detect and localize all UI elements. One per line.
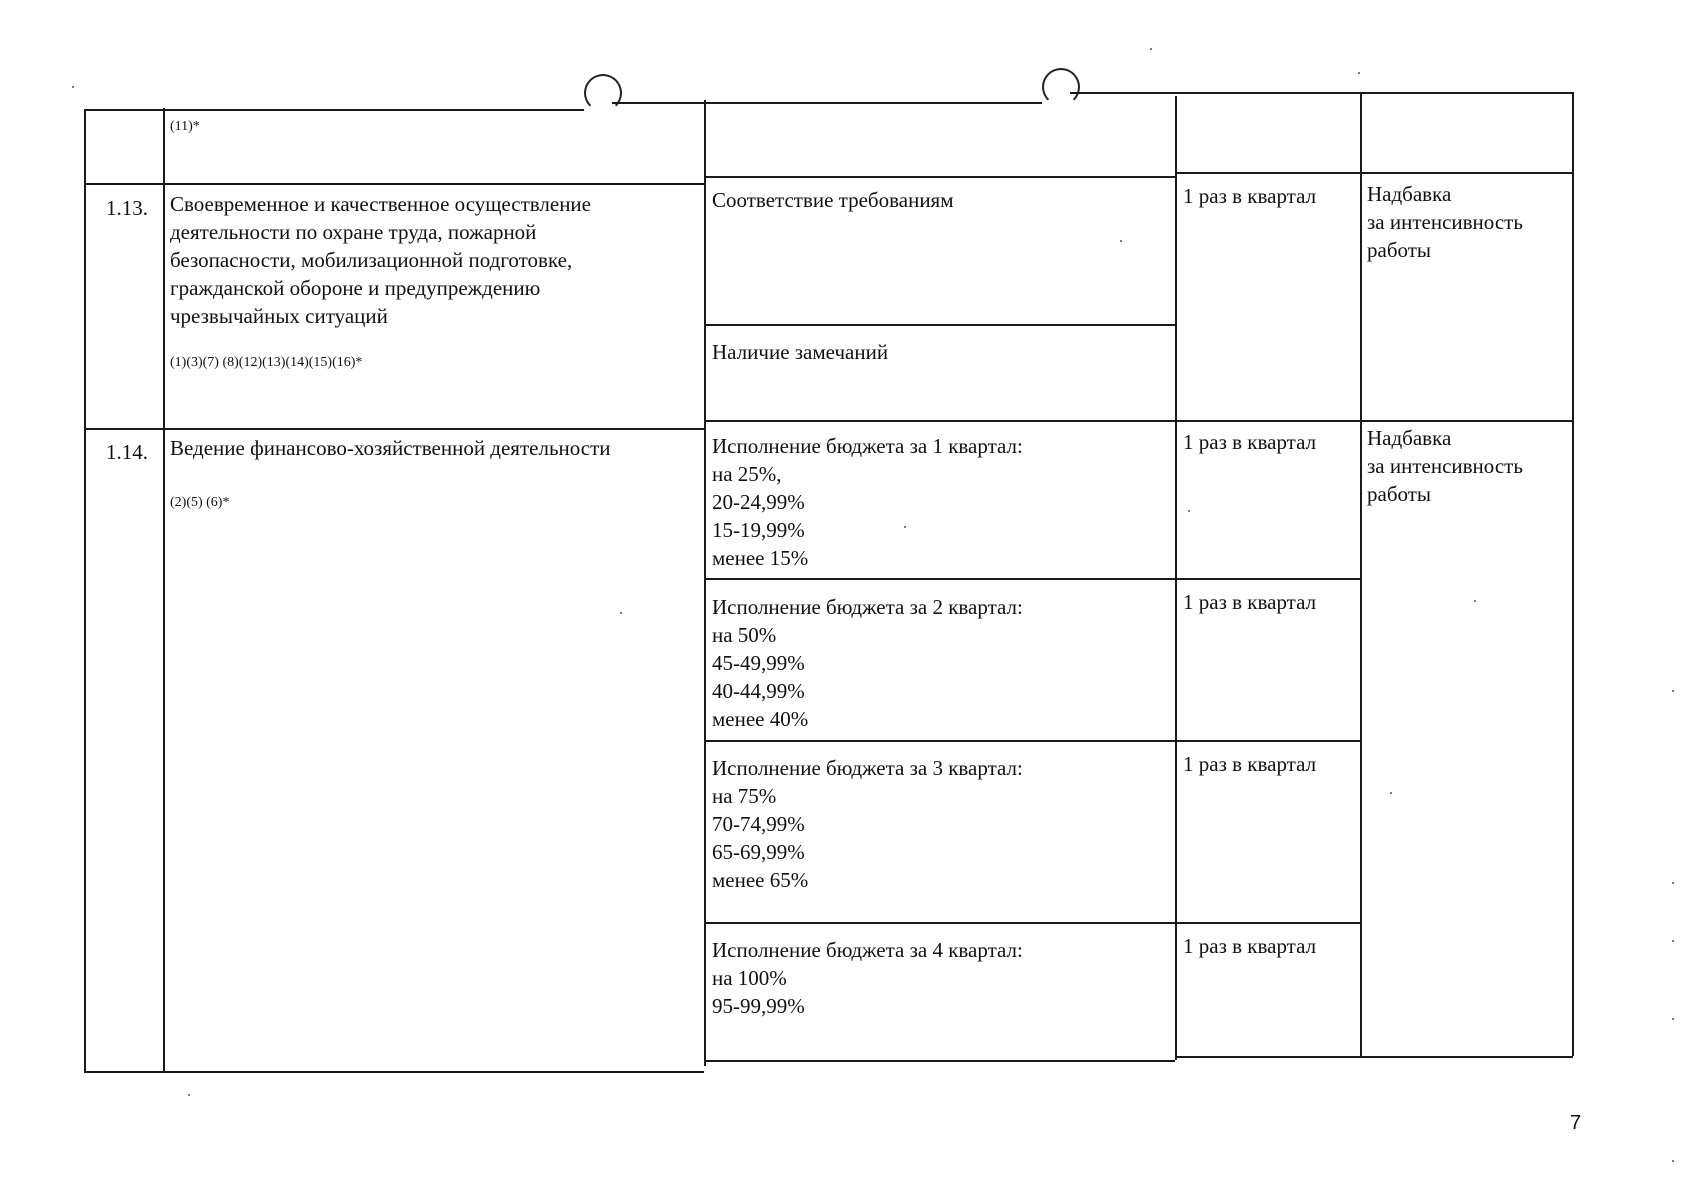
criteria-separator-114-1 (704, 578, 1360, 580)
scan-speck (1672, 940, 1674, 942)
punch-hole-right (1042, 68, 1080, 106)
scan-speck (620, 612, 622, 614)
row-separator-1b (704, 176, 1175, 178)
scan-speck (188, 1094, 190, 1096)
row-114-frequency-q1: 1 раз в квартал (1183, 430, 1317, 454)
row-114-frequency-q2: 1 раз в квартал (1183, 590, 1317, 614)
scan-speck (1120, 240, 1122, 242)
row-113-criterion-2: Наличие замечаний (712, 340, 889, 364)
row-114-criterion-q4: Исполнение бюджета за 4 квартал: на 100% 95-99,99% (712, 938, 1023, 1018)
row-114-refs: (2)(5) (6)* (170, 495, 230, 510)
table-border-left (84, 110, 86, 1072)
col-divider-4 (1360, 94, 1362, 1058)
row-114-description: Ведение финансово-хозяйственной деятельности (170, 436, 611, 460)
table-border-right (1572, 92, 1574, 1056)
table-border-bottom-b (704, 1060, 1175, 1062)
row-113-payment: Надбавка за интенсивность работы (1367, 182, 1523, 262)
row-114-number: 1.14. (106, 440, 148, 464)
scan-speck (1672, 1160, 1674, 1162)
row-113-description: Своевременное и качественное осуществление деятельности по охране труда, пожарной безопасности, мобилизационной подготовке, гражданской обороне и предупреждению чрезвычайных ситуаций (170, 192, 591, 328)
row-114-payment: Надбавка за интенсивность работы (1367, 426, 1523, 506)
row-114-frequency-q3: 1 раз в квартал (1183, 752, 1317, 776)
scan-speck (1188, 510, 1190, 512)
table-border-top-mid (612, 102, 1042, 104)
col-divider-1 (163, 108, 165, 1072)
scan-speck (1390, 792, 1392, 794)
row-114-criterion-q1: Исполнение бюджета за 1 квартал: на 25%, 20-24,99% 15-19,99% менее 15% (712, 434, 1023, 570)
row-114-criterion-q3: Исполнение бюджета за 3 квартал: на 75% 70-74,99% 65-69,99% менее 65% (712, 756, 1023, 892)
table-border-top-right (1070, 92, 1573, 94)
criteria-separator-114-2 (704, 740, 1360, 742)
table-border-top (84, 109, 584, 111)
top-row-ref: (11)* (170, 119, 200, 134)
row-114-frequency-q4: 1 раз в квартал (1183, 934, 1317, 958)
scan-speck (904, 526, 906, 528)
criteria-separator-113 (704, 324, 1175, 326)
scan-speck (1672, 882, 1674, 884)
row-separator-2b (704, 420, 1573, 422)
table-border-bottom-c (1175, 1056, 1573, 1058)
scan-speck (1150, 48, 1152, 50)
scan-speck (1474, 600, 1476, 602)
row-113-number: 1.13. (106, 196, 148, 220)
page-number: 7 (1570, 1112, 1582, 1134)
row-113-refs: (1)(3)(7) (8)(12)(13)(14)(15)(16)* (170, 355, 363, 370)
scan-speck (1672, 690, 1674, 692)
scan-speck (1358, 72, 1360, 74)
row-114-criterion-q2: Исполнение бюджета за 2 квартал: на 50% 45-49,99% 40-44,99% менее 40% (712, 595, 1023, 731)
table-border-bottom (84, 1071, 704, 1073)
criteria-separator-114-3 (704, 922, 1360, 924)
punch-hole-left (584, 74, 622, 112)
scan-speck (72, 86, 74, 88)
row-113-criterion-1: Соответствие требованиям (712, 188, 954, 212)
row-separator-1 (84, 183, 704, 185)
scan-speck (1672, 1018, 1674, 1020)
row-113-frequency: 1 раз в квартал (1183, 184, 1317, 208)
row-separator-2 (84, 428, 704, 430)
row-separator-1c (1175, 172, 1573, 174)
